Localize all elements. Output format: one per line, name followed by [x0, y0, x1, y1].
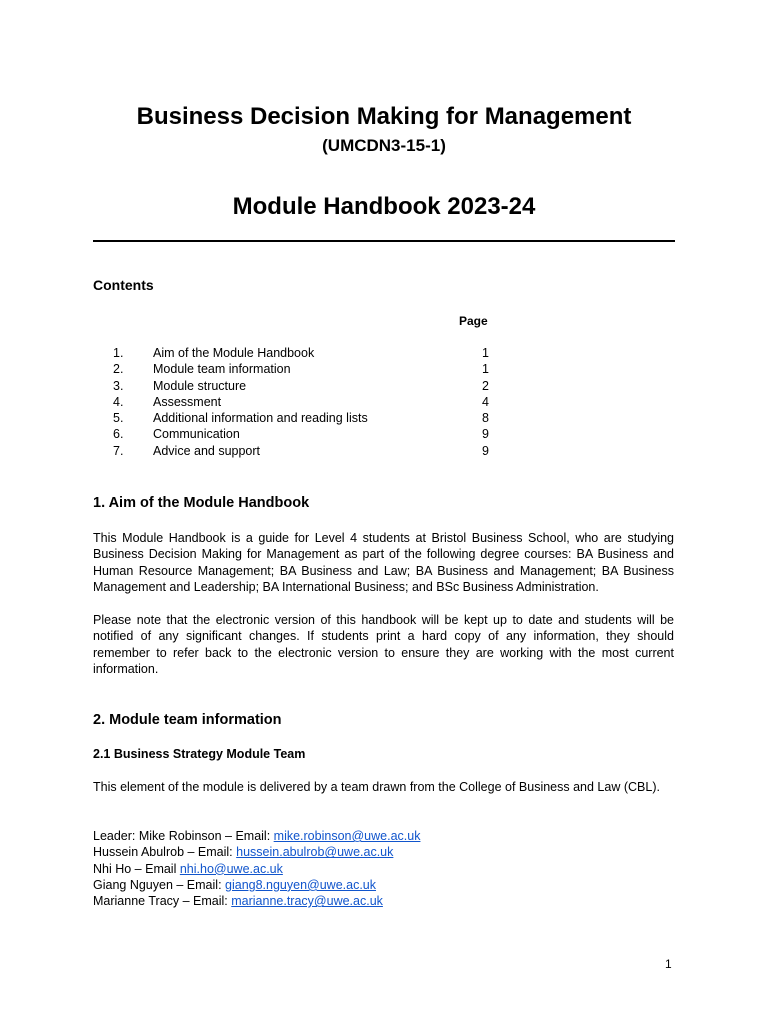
toc-label: Aim of the Module Handbook	[153, 346, 315, 360]
document-subtitle: Module Handbook 2023-24	[232, 193, 536, 220]
toc-page: 1	[482, 346, 489, 360]
toc-number: 3.	[113, 378, 124, 393]
toc-page: 1	[482, 362, 489, 377]
toc-page: 4	[482, 394, 489, 409]
contact-name: Hussein Abulrob – Email:	[93, 845, 237, 860]
document-title: Business Decision Making for Management	[136, 103, 632, 130]
toc-label: Additional information and reading lists	[153, 411, 368, 426]
email-link[interactable]: marianne.tracy@uwe.ac.uk	[231, 894, 383, 909]
contact-name: Nhi Ho – Email	[93, 861, 180, 876]
email-link[interactable]: giang8.nguyen@uwe.ac.uk	[225, 877, 377, 892]
toc-label: Advice and support	[153, 443, 261, 458]
toc-number: 4.	[113, 394, 124, 409]
toc-label: Assessment	[153, 394, 222, 409]
table-of-contents	[93, 346, 513, 460]
toc-page: 9	[482, 443, 489, 458]
contact-line	[93, 828, 420, 844]
contact-list	[93, 828, 420, 909]
email-link[interactable]: hussein.abulrob@uwe.ac.uk	[236, 845, 394, 860]
toc-item[interactable]	[93, 444, 513, 460]
header-divider	[93, 240, 675, 242]
toc-item[interactable]	[93, 395, 513, 411]
toc-item[interactable]	[93, 362, 513, 378]
contact-line	[93, 844, 420, 860]
toc-number: 7.	[113, 443, 124, 458]
toc-label: Communication	[153, 427, 240, 442]
toc-page: 8	[482, 411, 489, 426]
toc-number: 6.	[113, 427, 124, 442]
contents-heading: Contents	[93, 277, 154, 293]
toc-number: 2.	[113, 362, 124, 377]
toc-page: 2	[482, 378, 489, 393]
page-number: 1	[665, 957, 672, 971]
contact-name: Marianne Tracy – Email:	[93, 894, 232, 909]
section-1-paragraph-2: Please note that the electronic version of this handbook will be kept up to date and students will be notified of any significant changes. If students print a hard copy of any information, they should remember to refer back to the electronic version to ensure they are working with the most current information.	[93, 613, 674, 676]
toc-item[interactable]	[93, 411, 513, 427]
toc-item[interactable]	[93, 427, 513, 443]
contact-line	[93, 893, 420, 909]
toc-item[interactable]	[93, 379, 513, 395]
email-link[interactable]: nhi.ho@uwe.ac.uk	[179, 861, 283, 876]
contact-name: Giang Nguyen – Email:	[93, 877, 226, 892]
toc-label: Module structure	[153, 378, 247, 393]
toc-number: 5.	[113, 411, 124, 426]
section-1-paragraph-1: This Module Handbook is a guide for Level 4 students at Bristol Business School, who are studying Business Decision Making for Management as part of the following degree courses: BA Business and Human Resource Management; BA Business and Law; BA Business and Management; BA Business Management and Leadership; BA International Business; and BSc Business Administration.	[93, 531, 674, 594]
contact-name: Leader: Mike Robinson – Email:	[93, 829, 274, 843]
email-link[interactable]: mike.robinson@uwe.ac.uk	[273, 829, 421, 843]
contents-page-label: Page	[459, 314, 488, 328]
section-2-heading: 2. Module team information	[93, 712, 282, 728]
toc-label: Module team information	[153, 362, 291, 377]
section-2-1-heading: 2.1 Business Strategy Module Team	[93, 747, 306, 761]
toc-number: 1.	[113, 346, 124, 360]
module-code: (UMCDN3-15-1)	[322, 136, 446, 155]
toc-page: 9	[482, 427, 489, 442]
section-1-heading: 1. Aim of the Module Handbook	[93, 495, 310, 511]
toc-item[interactable]	[93, 346, 513, 362]
contact-line	[93, 877, 420, 893]
contact-line	[93, 861, 420, 877]
section-2-paragraph: This element of the module is delivered by a team drawn from the College of Business and Law (CBL).	[93, 780, 660, 794]
